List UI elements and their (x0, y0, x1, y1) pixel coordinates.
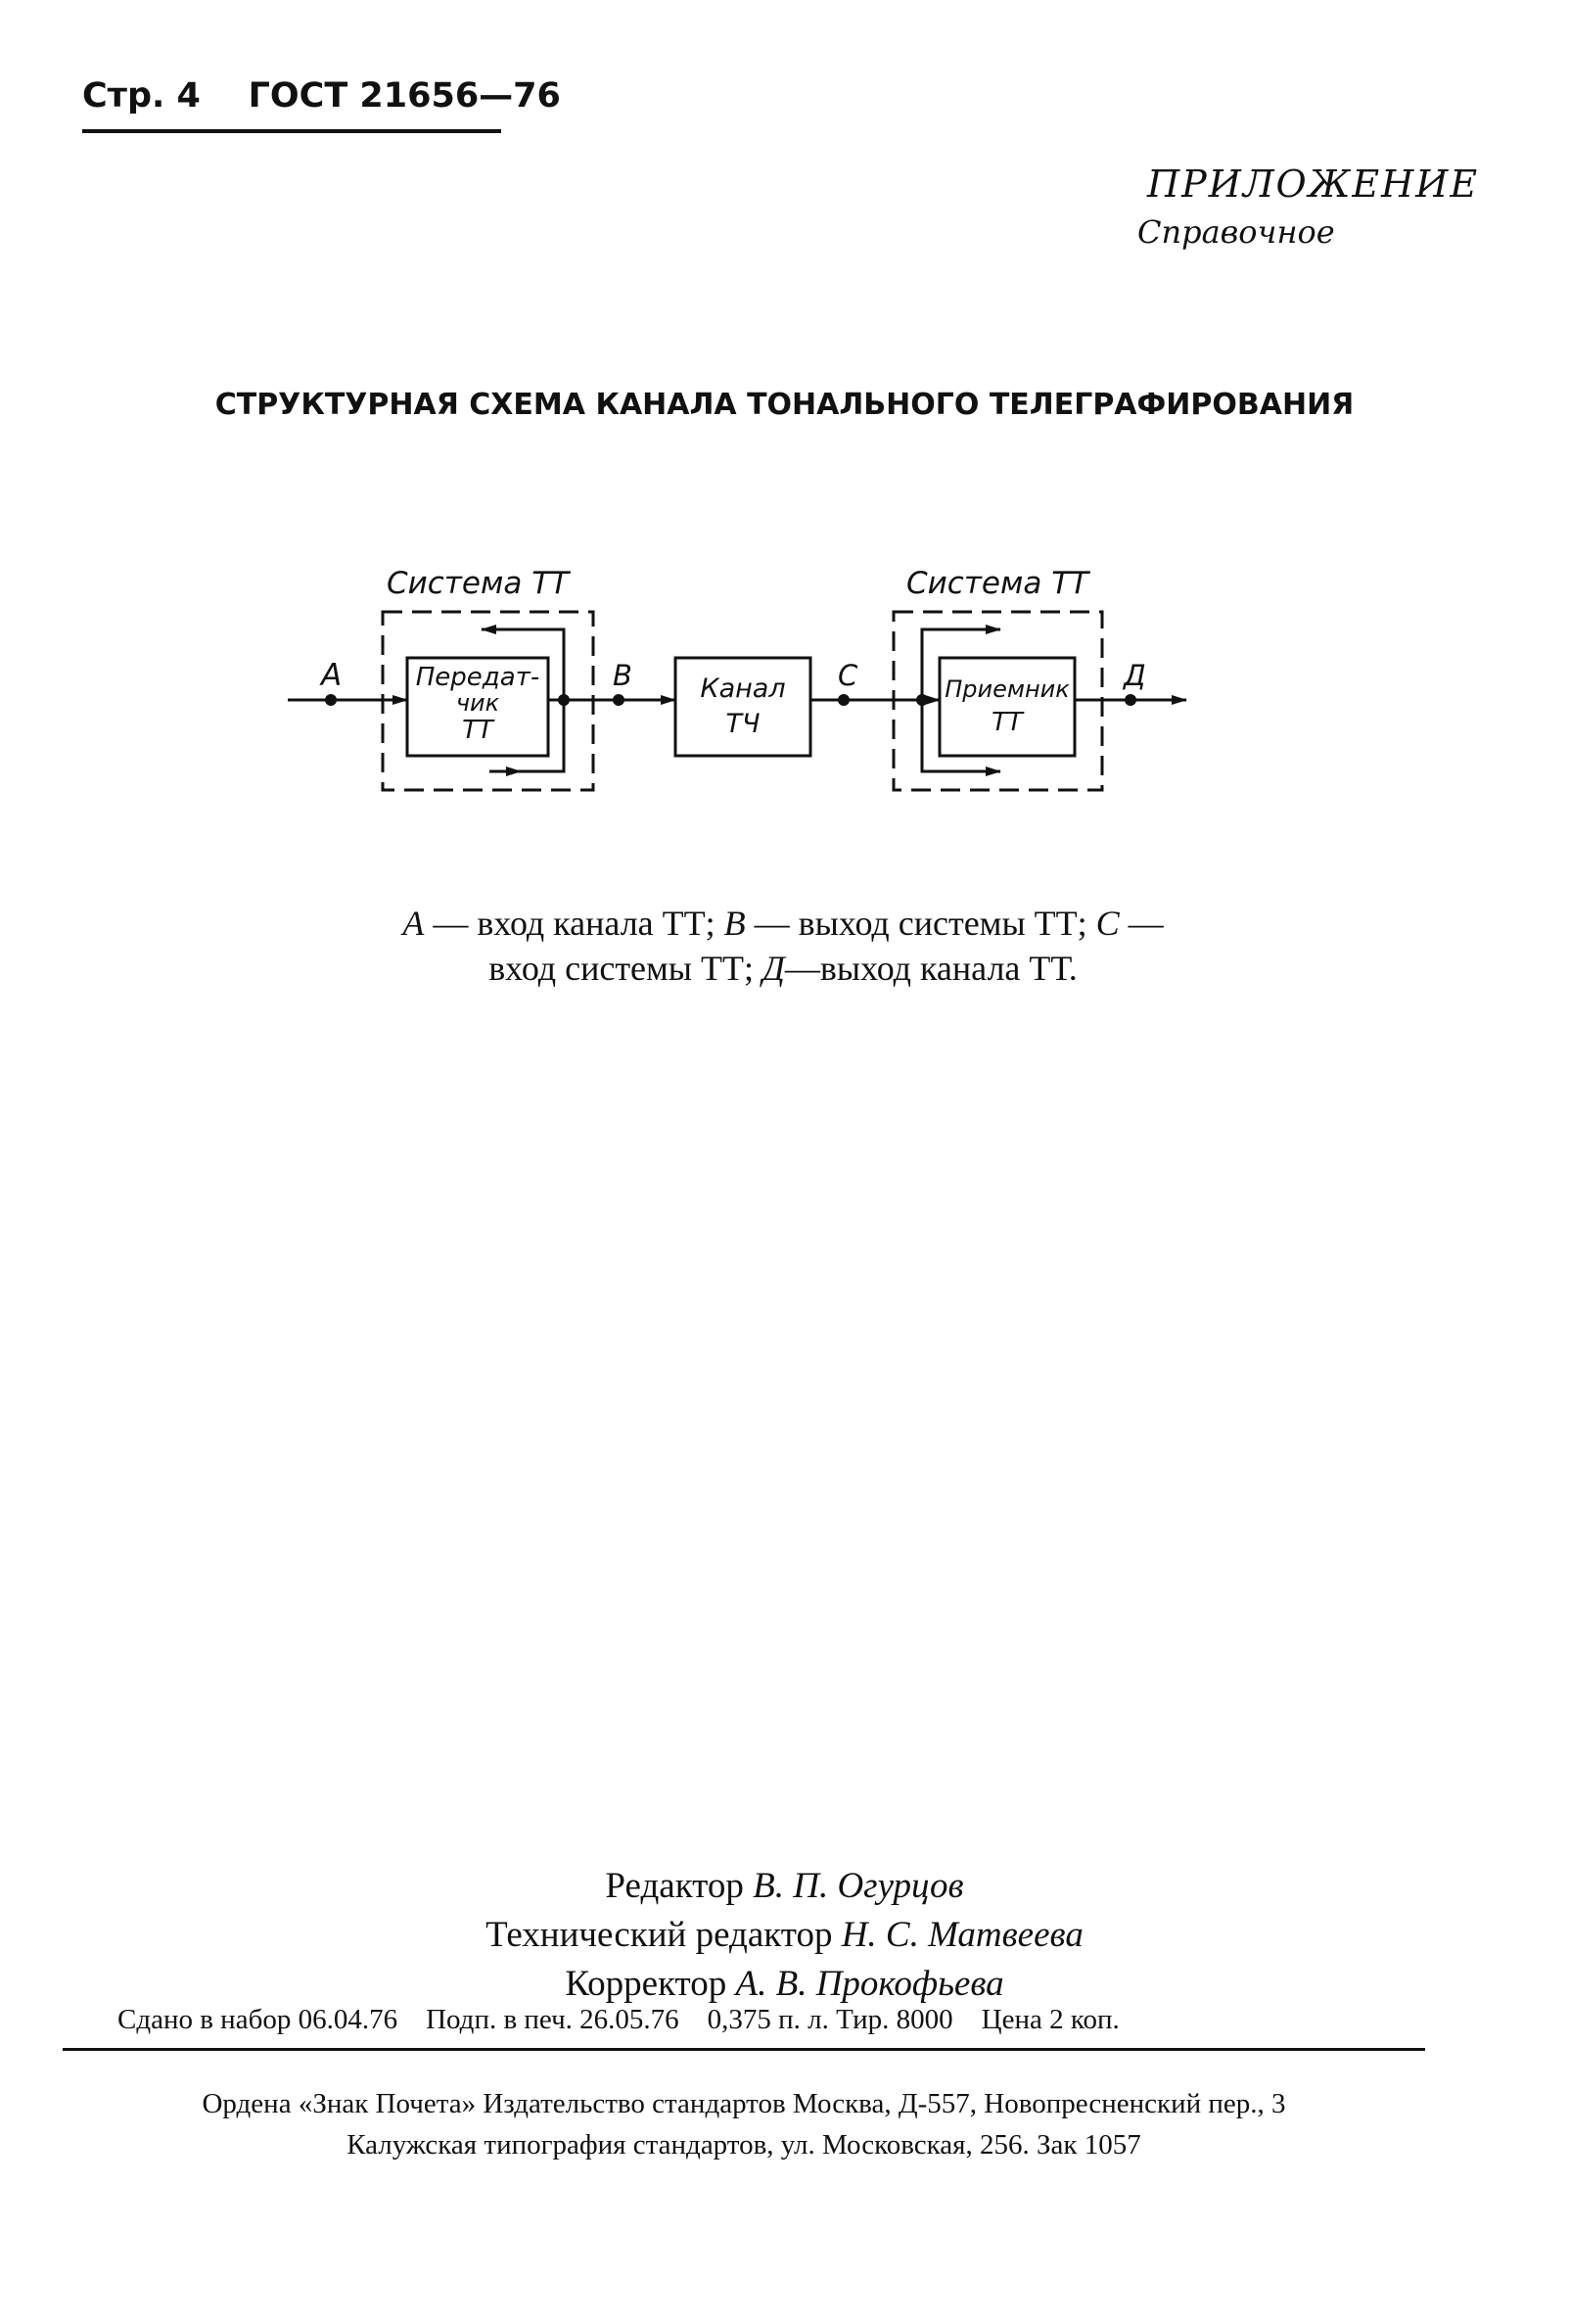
footer-line-1: Ордена «Знак Почета» Издательство стандартов Москва, Д-557, Новопресненский пер., 3 (202, 2088, 1286, 2119)
editor-line: Редактор В. П. Огурцов (605, 1866, 964, 1906)
transmitter-label-2: чик (455, 689, 500, 717)
standard-number: ГОСТ 21656—76 (248, 76, 561, 116)
point-c-label: С (838, 659, 858, 692)
junction-c (838, 694, 850, 706)
junction-c-inner (916, 694, 928, 706)
system-right-label: Система ТТ (906, 566, 1089, 601)
point-a-label: А (321, 658, 343, 693)
caption-a: А (402, 904, 425, 943)
appendix-title: ПРИЛОЖЕНИЕ (1147, 163, 1480, 206)
document-title: СТРУКТУРНАЯ СХЕМА КАНАЛА ТОНАЛЬНОГО ТЕЛЕГРАФИРОВАНИЯ (214, 388, 1355, 422)
point-b-label: В (613, 659, 632, 692)
channel-block (675, 658, 810, 756)
caption-c: С (1095, 904, 1120, 943)
imprint-line: Сдано в набор 06.04.76 Подп. в печ. 26.05.76 0,375 п. л. Тир. 8000 Цена 2 коп. (117, 2004, 1120, 2035)
point-d-label: Д (1124, 659, 1146, 692)
junction-b (613, 694, 624, 706)
junction-a (325, 694, 337, 706)
header-rule (82, 129, 501, 133)
transmitter-label-1: Передат- (415, 663, 540, 692)
publisher-footer (0, 2083, 1488, 2165)
receiver-label-1: Приемник (945, 675, 1070, 703)
corrector-line: Корректор А. В. Прокофьева (565, 1964, 1004, 2004)
transmitter-label-3: ТТ (462, 716, 493, 745)
channel-label-2: ТЧ (725, 709, 761, 739)
block-diagram (0, 548, 1569, 822)
junction-d (1125, 694, 1136, 706)
footer-line-2: Калужская типография стандартов, ул. Московская, 256. Зак 1057 (346, 2129, 1141, 2161)
tech-editor-line: Технический редактор Н. С. Матвеева (485, 1915, 1084, 1955)
page-header (82, 76, 561, 116)
appendix-subtitle: Справочное (1137, 213, 1335, 251)
channel-label-1: Канал (700, 674, 786, 704)
diagram-caption: А — вход канала ТТ; В — выход системы ТТ; С — вход системы ТТ; Д—выход канала ТТ. (402, 904, 1164, 988)
page-number: Стр. 4 (82, 76, 201, 116)
credits (0, 1862, 1569, 2009)
receiver-label-2: ТТ (992, 708, 1023, 737)
imprint-rule (63, 2048, 1425, 2051)
caption-d: Д (761, 949, 785, 988)
system-left-label: Система ТТ (387, 566, 570, 601)
receiver-block (940, 658, 1075, 756)
caption-b: В (723, 904, 746, 943)
junction-b-inner (558, 694, 570, 706)
